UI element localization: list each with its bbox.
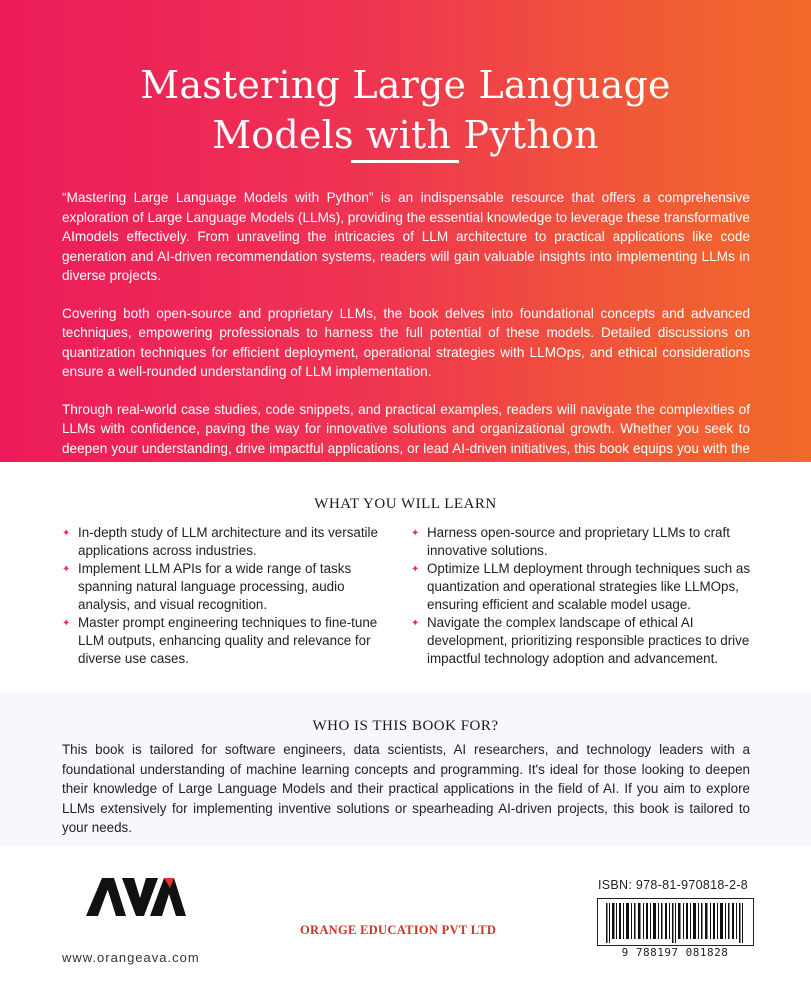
what-you-will-learn-section	[0, 462, 811, 692]
who-heading: WHO IS THIS BOOK FOR?	[312, 718, 499, 734]
book-title-line2: Models with Python	[212, 113, 599, 157]
learn-item	[62, 560, 392, 614]
sparkle-icon: ✦	[62, 528, 71, 539]
book-title-line1: Mastering Large Language	[140, 63, 671, 107]
learn-item	[411, 524, 751, 560]
barcode-icon	[598, 899, 753, 945]
intro-paragraph-2: Covering both open-source and proprietary LLMs, the book delves into foundational concepts and advanced techniques, empowering professionals to harness the full potential of these models. Detailed discussions on quantization techniques for efficient deployment, operational strategies with LLMOps, and ethical considerations ensure a well-rounded understanding of LLM implementation.	[62, 305, 750, 379]
website-link[interactable]: www.orangeava.com	[62, 950, 200, 965]
sparkle-icon: ✦	[62, 618, 71, 629]
who-text: This book is tailored for software engineers, data scientists, AI researchers, and technology leaders with a foundational understanding of machine learning concepts and programming. It's ideal for those looking to deepen their knowledge of Large Language Models and their practical applications in the field of AI. If you aim to explore LLMs extensively for implementing inventive solutions or spearheading AI-driven projects, this book is tailored to your needs.	[62, 742, 750, 835]
learn-item-text: Master prompt engineering techniques to fine-tune LLM outputs, enhancing quality and relevance for diverse use cases.	[78, 615, 378, 666]
isbn-label: ISBN: 978-81-970818-2-8	[598, 878, 749, 892]
learn-item-text: Implement LLM APIs for a wide range of tasks spanning natural language processing, audio analysis, and visual recognition.	[78, 561, 352, 612]
learn-list-left	[62, 524, 392, 668]
learn-item	[62, 524, 392, 560]
sparkle-icon: ✦	[411, 618, 420, 629]
intro-text	[62, 188, 750, 496]
barcode	[597, 898, 754, 946]
learn-item-text: Navigate the complex landscape of ethical AI development, prioritizing responsible practices to drive impactful technology adoption and advancement.	[427, 615, 750, 666]
who-is-this-book-for-section	[0, 692, 811, 846]
sparkle-icon: ✦	[62, 564, 71, 575]
learn-item	[411, 560, 751, 614]
ava-logo	[86, 876, 186, 923]
sparkle-icon: ✦	[411, 564, 420, 575]
learn-item	[411, 614, 751, 668]
cover-footer	[0, 846, 811, 1000]
ava-logo-icon	[86, 876, 186, 918]
book-title	[0, 60, 811, 160]
intro-paragraph-3: Through real-world case studies, code snippets, and practical examples, readers will navigate the complexities of LLMs with confidence, paving the way for innovative solutions and organizational growth. Whether you seek to deepen your understanding, drive impactful applications, or lead AI-driven initiatives, this book equips you with the	[62, 401, 750, 456]
intro-paragraph-1: “Mastering Large Language Models with Python” is an indispensable resource that offers a comprehensive exploration of Large Language Models (LLMs), providing the essential knowledge to leverage these transformative AImodels effectively. From unraveling the intricacies of LLM architecture to practical applications like code generation and AI-driven recommendation systems, readers will gain valuable insights into implementing LLMs in diverse projects.	[62, 190, 750, 283]
learn-item-text: In-depth study of LLM architecture and its versatile applications across industries.	[78, 525, 378, 558]
learn-item	[62, 614, 392, 668]
title-divider	[351, 160, 459, 163]
learn-item-text: Harness open-source and proprietary LLMs to craft innovative solutions.	[427, 525, 730, 558]
learn-heading: WHAT YOU WILL LEARN	[314, 496, 497, 512]
cover-top-panel	[0, 0, 811, 462]
publisher-name: ORANGE EDUCATION PVT LTD	[300, 923, 497, 937]
learn-item-text: Optimize LLM deployment through techniques such as quantization and operational strategies like LLMOps, ensuring efficient and scalable model usage.	[427, 561, 751, 612]
barcode-digits: 9 788197 081828	[621, 946, 729, 959]
sparkle-icon: ✦	[411, 528, 420, 539]
learn-list-right	[411, 524, 751, 668]
